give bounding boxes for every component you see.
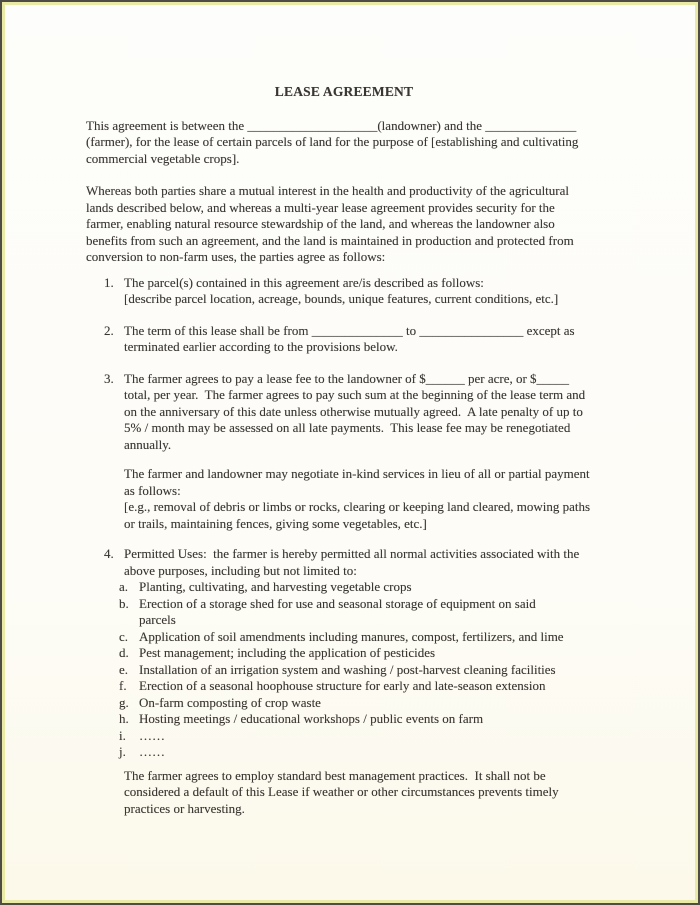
list-item: [86, 695, 618, 712]
text-line: Hosting meetings / educational workshops / public events on farm: [139, 711, 484, 726]
list-item-text: [139, 645, 618, 662]
clause-body: [124, 323, 618, 356]
list-item-text: [139, 711, 618, 728]
text-line: [describe parcel location, acreage, bounds, unique features, current conditions, etc.]: [124, 291, 559, 306]
clause-term: [86, 323, 618, 356]
text-line: Application of soil amendments including manures, compost, fertilizers, and lime: [139, 628, 564, 644]
list-item: [86, 596, 618, 629]
list-item: [86, 645, 618, 662]
text-line: The farmer agrees to employ standard best management practices. It shall not be: [124, 767, 546, 783]
list-item-letter: f.: [119, 678, 127, 693]
text-line: ……: [139, 744, 165, 759]
list-item-letter: i.: [119, 727, 126, 743]
text-line: conversion to non-farm uses, the parties agree as follows:: [86, 249, 386, 264]
list-item-letter: j.: [119, 744, 126, 759]
text-line: on the anniversary of this date unless otherwise mutually agreed. A late penalty of up to: [124, 403, 583, 419]
list-item-letter: e.: [119, 661, 129, 677]
list-item: [86, 678, 618, 695]
text-line: commercial vegetable crops].: [86, 150, 240, 166]
clause-number: 2.: [104, 322, 114, 338]
text-line: lands described below, and whereas a multi-year lease agreement provides security for the: [86, 199, 555, 215]
clause-number: 3.: [104, 370, 114, 386]
paragraph-inkind-services: [124, 466, 618, 532]
text-line: total, per year. The farmer agrees to pay such sum at the beginning of the lease term and: [124, 387, 586, 402]
list-item-letter: h.: [119, 711, 129, 726]
text-line: or trails, maintaining fences, giving some vegetables, etc.]: [124, 515, 427, 531]
text-line: considered a default of this Lease if weather or other circumstances prevents timely: [124, 784, 559, 799]
paragraph-whereas: [86, 183, 618, 266]
text-line: annually.: [124, 436, 172, 452]
list-item-letter: a.: [119, 579, 129, 594]
text-line: Permitted Uses: the farmer is hereby permitted all normal activities associated with the: [124, 546, 580, 561]
list-item-letter: g.: [119, 694, 129, 710]
list-item-text: [139, 678, 618, 695]
list-item-letter: b.: [119, 595, 129, 611]
text-line: Whereas both parties share a mutual interest in the health and productivity of the agricultural: [86, 183, 569, 198]
clause-number: 4.: [104, 546, 114, 561]
text-line: The farmer agrees to pay a lease fee to the landowner of $______ per acre, or $_____: [124, 370, 570, 386]
text-line: Planting, cultivating, and harvesting vegetable crops: [139, 579, 412, 594]
text-line: terminated earlier according to the provisions below.: [124, 339, 398, 354]
list-item: [86, 629, 618, 646]
text-line: This agreement is between the ____________________(landowner) and the ______________: [86, 117, 577, 133]
clause-number: 1.: [104, 274, 114, 290]
list-item: [86, 711, 618, 728]
page-title: LEASE AGREEMENT: [274, 84, 414, 99]
text-line: practices or harvesting.: [124, 800, 245, 816]
list-item-letter: c.: [119, 628, 129, 644]
text-line: [e.g., removal of debris or limbs or rocks, clearing or keeping land cleared, mowing paths: [124, 499, 591, 514]
text-line: above purposes, including but not limited to:: [124, 562, 357, 578]
list-item-text: [139, 728, 618, 745]
text-line: Erection of a storage shed for use and seasonal storage of equipment on said: [139, 595, 536, 611]
text-line: benefits from such an agreement, and the land is maintained in production and protected from: [86, 232, 574, 248]
clause-permitted-uses: [86, 546, 618, 579]
clause-body: [124, 546, 618, 579]
list-item-text: [139, 695, 618, 712]
list-item-text: [139, 744, 618, 761]
clause-parcels: [86, 275, 618, 308]
list-item-text: [139, 596, 618, 629]
list-item: [86, 662, 618, 679]
list-item-text: [139, 579, 618, 596]
text-line: parcels: [139, 612, 176, 627]
text-line: The parcel(s) contained in this agreement are/is described as follows:: [124, 274, 484, 290]
text-line: The farmer and landowner may negotiate in-kind services in lieu of all or partial payment: [124, 466, 590, 481]
list-item-letter: d.: [119, 645, 129, 660]
text-line: The term of this lease shall be from ______________ to ________________ except as: [124, 322, 575, 338]
list-item: [86, 744, 618, 761]
permitted-uses-list: [86, 579, 618, 761]
text-line: 5% / month may be assessed on all late payments. This lease fee may be renegotiated: [124, 420, 571, 435]
paragraph-intro: [86, 118, 618, 168]
text-line: Pest management; including the application of pesticides: [139, 645, 436, 660]
text-line: ……: [139, 727, 165, 743]
text-line: (farmer), for the lease of certain parcels of land for the purpose of [establishing and cultivating: [86, 134, 579, 149]
clause-body: [124, 371, 618, 454]
text-line: On-farm composting of crop waste: [139, 694, 321, 710]
list-item-text: [139, 662, 618, 679]
clause-lease-fee: [86, 371, 618, 454]
text-line: farmer, enabling natural resource stewardship of the land, and whereas the landowner also: [86, 216, 555, 231]
text-line: Erection of a seasonal hoophouse structure for early and late-season extension: [139, 678, 546, 693]
text-line: Installation of an irrigation system and washing / post-harvest cleaning facilities: [139, 661, 556, 677]
list-item-text: [139, 629, 618, 646]
list-item: [86, 728, 618, 745]
text-line: as follows:: [124, 482, 181, 498]
clause-body: [124, 275, 618, 308]
list-item: [86, 579, 618, 596]
paragraph-best-practices: [124, 768, 618, 818]
